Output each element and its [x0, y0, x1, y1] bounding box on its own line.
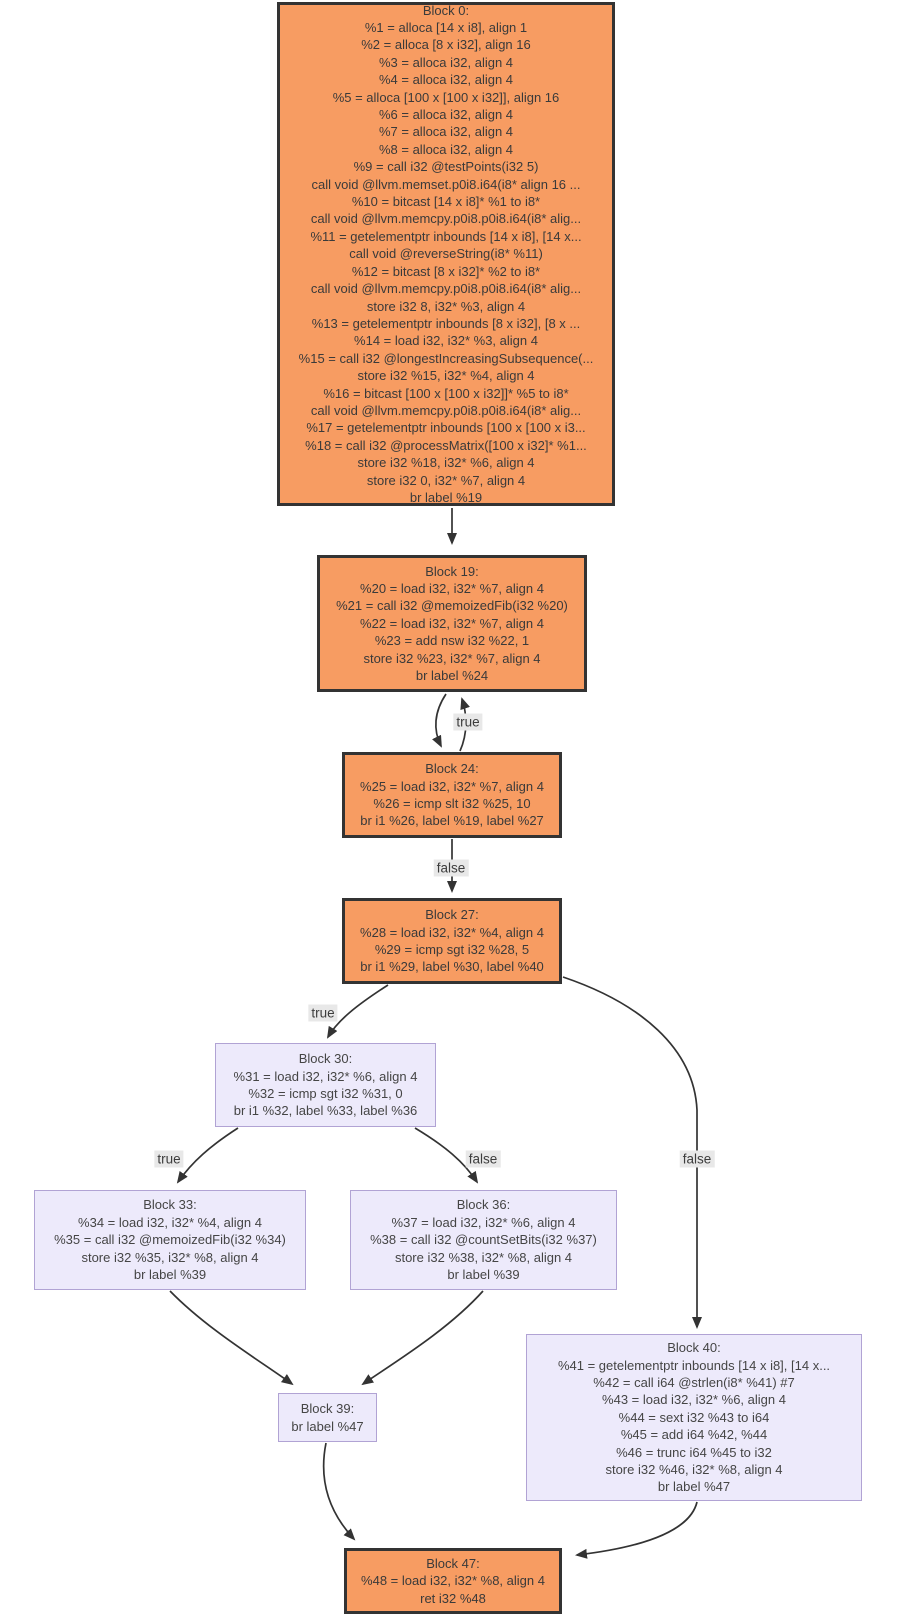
ir-instruction-line: %7 = alloca i32, align 4 [378, 124, 514, 140]
ir-instruction-line: br label %39 [133, 1267, 207, 1283]
block-24-body [345, 778, 559, 830]
ir-instruction-line: %34 = load i32, i32* %4, align 4 [78, 1214, 262, 1230]
ir-instruction-line: %32 = icmp sgt i32 %31, 0 [248, 1086, 403, 1101]
edge-30-33-true [178, 1128, 238, 1182]
ir-instruction-line: %6 = alloca i32, align 4 [378, 107, 514, 123]
ir-instruction-line: br label %47 [291, 1418, 364, 1434]
edge-36-39 [363, 1291, 483, 1384]
ir-instruction-line: %8 = alloca i32, align 4 [378, 141, 514, 157]
ir-instruction-line: %43 = load i32, i32* %6, align 4 [602, 1392, 786, 1408]
ir-instruction-line: ret i32 %48 [420, 1590, 486, 1606]
ir-instruction-line: %11 = getelementptr inbounds [14 x i8], [14 x... [310, 228, 582, 244]
ir-instruction-line: %28 = load i32, i32* %4, align 4 [360, 924, 544, 940]
block-40-title: Block 40: [667, 1340, 721, 1356]
ir-instruction-line: call void @llvm.memcpy.p0i8.p0i8.i64(i8* alig... [310, 211, 582, 227]
ir-instruction-line: %1 = alloca [14 x i8], align 1 [364, 20, 528, 36]
ir-instruction-line: %48 = load i32, i32* %8, align 4 [361, 1573, 545, 1589]
ir-instruction-line: %46 = trunc i64 %45 to i32 [616, 1444, 772, 1460]
ir-instruction-line: %41 = getelementptr inbounds [14 x i8], [14 x... [557, 1357, 831, 1373]
block-19-title: Block 19: [425, 563, 479, 579]
ir-instruction-line: %38 = call i32 @countSetBits(i32 %37) [370, 1232, 597, 1248]
ir-instruction-line: br i1 %29, label %30, label %40 [360, 959, 544, 975]
block-47-body [347, 1572, 559, 1607]
block-47 [344, 1548, 562, 1614]
ir-instruction-line: %42 = call i64 @strlen(i8* %41) #7 [593, 1374, 795, 1390]
block-33 [34, 1190, 306, 1290]
ir-instruction-line: call void @llvm.memcpy.p0i8.p0i8.i64(i8* alig... [310, 402, 582, 418]
ir-instruction-line: br label %24 [415, 668, 489, 684]
block-27-body [345, 924, 559, 976]
ir-instruction-line: %10 = bitcast [14 x i8]* %1 to i8* [351, 194, 541, 210]
ir-instruction-line: %23 = add nsw i32 %22, 1 [374, 633, 530, 649]
block-36-title: Block 36: [456, 1197, 511, 1213]
edge-label-true-24-19: true [453, 714, 482, 731]
block-24 [342, 752, 562, 838]
edge-label-false-24-27: false [434, 860, 469, 877]
block-0-body [280, 19, 612, 506]
edge-label-true-30-33: true [154, 1151, 183, 1168]
ir-instruction-line: %12 = bitcast [8 x i32]* %2 to i8* [351, 263, 541, 279]
ir-instruction-line: %18 = call i32 @processMatrix([100 x i32]* %1... [305, 437, 587, 453]
ir-instruction-line: store i32 %23, i32* %7, align 4 [363, 650, 541, 666]
block-36-body [351, 1214, 616, 1284]
ir-instruction-line: call void @llvm.memcpy.p0i8.p0i8.i64(i8* alig... [310, 281, 582, 297]
block-30-title: Block 30: [298, 1051, 353, 1067]
block-19 [317, 555, 587, 692]
block-40 [526, 1334, 862, 1501]
ir-instruction-line: %16 = bitcast [100 x [100 x i32]]* %5 to i8* [323, 385, 569, 401]
block-19-body [320, 580, 584, 684]
block-27 [342, 898, 562, 984]
ir-instruction-line: br label %19 [409, 489, 483, 505]
ir-instruction-line: %22 = load i32, i32* %7, align 4 [360, 615, 544, 631]
ir-instruction-line: %45 = add i64 %42, %44 [620, 1427, 768, 1443]
block-40-body [527, 1357, 861, 1496]
ir-instruction-line: %4 = alloca i32, align 4 [378, 72, 514, 88]
ir-instruction-line: store i32 0, i32* %7, align 4 [366, 472, 526, 488]
block-0 [277, 2, 615, 506]
ir-instruction-line: store i32 %35, i32* %8, align 4 [81, 1249, 259, 1265]
block-47-title: Block 47: [426, 1555, 480, 1571]
edge-label-false-30-36: false [466, 1151, 501, 1168]
ir-instruction-line: %20 = load i32, i32* %7, align 4 [360, 580, 544, 596]
edge-40-47 [577, 1502, 697, 1555]
block-39-title: Block 39: [300, 1401, 355, 1417]
ir-instruction-line: %44 = sext i32 %43 to i64 [618, 1409, 770, 1425]
ir-instruction-line: store i32 %46, i32* %8, align 4 [605, 1462, 783, 1478]
edge-39-47 [324, 1443, 354, 1539]
ir-instruction-line: store i32 %18, i32* %6, align 4 [357, 455, 535, 471]
ir-instruction-line: store i32 %15, i32* %4, align 4 [357, 368, 535, 384]
block-33-title: Block 33: [143, 1197, 197, 1213]
block-39-body [279, 1418, 376, 1435]
block-39 [278, 1393, 377, 1442]
block-36 [350, 1190, 617, 1290]
ir-instruction-line: br label %39 [447, 1267, 520, 1283]
ir-instruction-line: %35 = call i32 @memoizedFib(i32 %34) [54, 1232, 286, 1248]
ir-instruction-line: %26 = icmp slt i32 %25, 10 [373, 796, 531, 811]
ir-instruction-line: br label %47 [657, 1479, 731, 1495]
ir-instruction-line: call void @reverseString(i8* %11) [349, 246, 543, 262]
ir-instruction-line: %25 = load i32, i32* %7, align 4 [360, 778, 544, 794]
block-27-title: Block 27: [425, 907, 479, 923]
ir-instruction-line: %17 = getelementptr inbounds [100 x [100 x i3... [306, 420, 586, 436]
ir-instruction-line: %21 = call i32 @memoizedFib(i32 %20) [336, 598, 568, 614]
ir-instruction-line: %31 = load i32, i32* %6, align 4 [233, 1068, 418, 1084]
block-30 [215, 1043, 436, 1127]
block-33-body [35, 1214, 305, 1284]
ir-instruction-line: call void @llvm.memset.p0i8.i64(i8* align 16 ... [311, 176, 581, 192]
block-24-title: Block 24: [425, 761, 479, 777]
ir-instruction-line: %2 = alloca [8 x i32], align 16 [361, 37, 531, 53]
ir-instruction-line: %9 = call i32 @testPoints(i32 5) [353, 159, 539, 175]
ir-instruction-line: %3 = alloca i32, align 4 [378, 54, 514, 70]
edge-label-false-27-40: false [680, 1151, 715, 1168]
block-30-body [216, 1068, 435, 1120]
edge-label-true-27-30: true [308, 1005, 337, 1022]
ir-instruction-line: store i32 %38, i32* %8, align 4 [394, 1249, 573, 1265]
ir-instruction-line: %5 = alloca [100 x [100 x i32]], align 16 [332, 89, 560, 105]
edge-19-24 [436, 694, 446, 746]
ir-instruction-line: %37 = load i32, i32* %6, align 4 [391, 1214, 576, 1230]
ir-instruction-line: %29 = icmp sgt i32 %28, 5 [374, 942, 530, 957]
ir-instruction-line: store i32 8, i32* %3, align 4 [366, 298, 526, 314]
ir-instruction-line: %15 = call i32 @longestIncreasingSubsequence(... [298, 350, 594, 366]
ir-instruction-line: %14 = load i32, i32* %3, align 4 [354, 333, 538, 349]
ir-instruction-line: br i1 %26, label %19, label %27 [360, 813, 544, 829]
edge-33-39 [170, 1291, 292, 1384]
ir-instruction-line: br i1 %32, label %33, label %36 [233, 1103, 418, 1119]
ir-instruction-line: %13 = getelementptr inbounds [8 x i32], [8 x ... [311, 315, 581, 331]
block-0-title: Block 0: [422, 2, 470, 18]
